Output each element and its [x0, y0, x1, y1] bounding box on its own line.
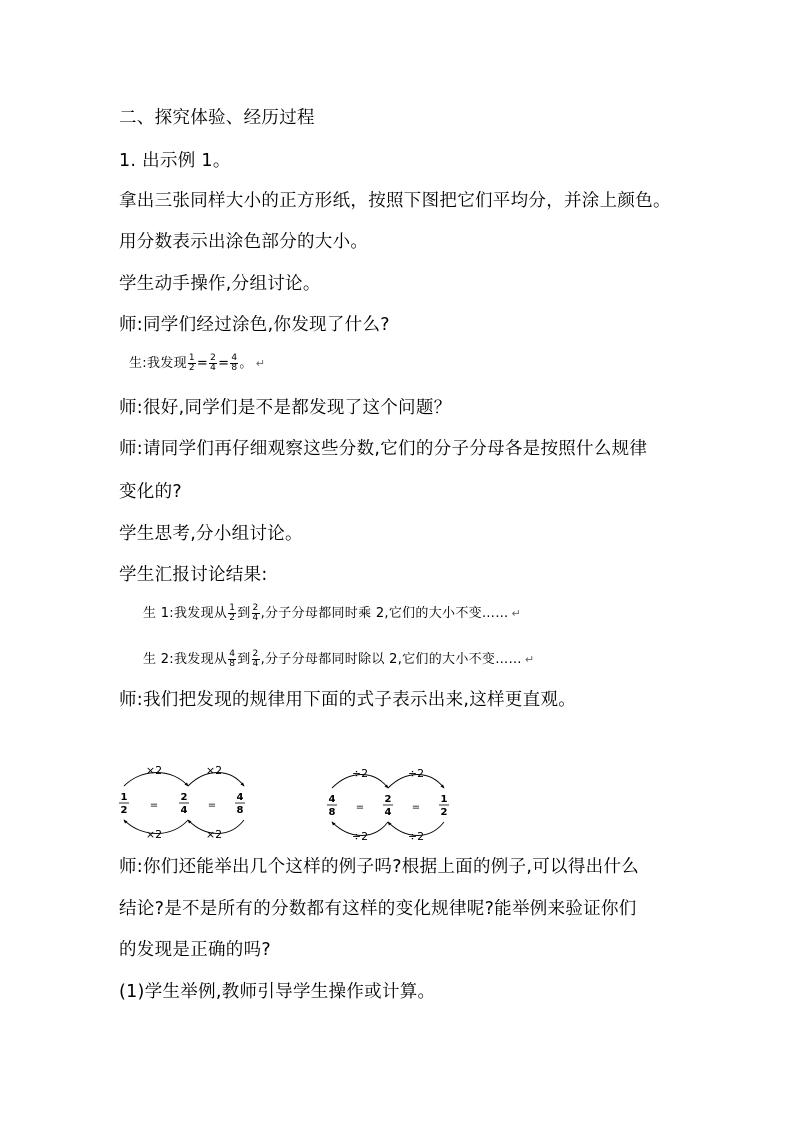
op-label-bottom-1: ÷2: [351, 830, 369, 843]
svg-text:1: 1: [120, 792, 128, 803]
paragraph-5: 师:很好,同学们是不是都发现了这个问题？: [119, 398, 452, 418]
fraction: $\frac{2}{4}$: [252, 603, 259, 623]
fraction: $\frac{1}{2}$: [229, 603, 236, 623]
svg-text:2: 2: [440, 807, 448, 818]
student-finding-prefix: 生:我发现: [129, 356, 187, 371]
return-mark-icon: ↵: [255, 357, 266, 370]
svg-text:=: =: [411, 802, 421, 813]
svg-text:1: 1: [440, 794, 448, 805]
svg-text:4: 4: [384, 807, 392, 818]
return-mark-icon: ↵: [511, 607, 522, 620]
svg-text:8: 8: [236, 805, 244, 816]
fraction: $\frac{2}{4}$: [252, 649, 259, 669]
paragraph-9: 师:我们把发现的规律用下面的式子表示出来,这样更直观。: [119, 690, 577, 710]
student-1-report: 生 1:我发现从 $\frac{1}{2}$ 到 $\frac{2}{4}$ ,分子分母都同时乘 2,它们的大小不变…… ↵: [143, 603, 522, 623]
multiply-diagram: [110, 758, 260, 844]
svg-text:8: 8: [328, 807, 336, 818]
svg-text:2: 2: [120, 805, 128, 816]
fraction: $\frac{4}{8}$: [229, 649, 236, 669]
op-label-bottom-2: ÷2: [407, 830, 425, 843]
paragraph-10b: 结论?是不是所有的分数都有这样的变化规律呢?能举例来验证你们: [119, 899, 637, 919]
op-label-bottom-1: ×2: [145, 828, 163, 841]
op-label-top-1: ÷2: [351, 767, 369, 780]
op-label-top-2: ÷2: [407, 767, 425, 780]
paragraph-4: 师:同学们经过涂色,你发现了什么?: [119, 315, 390, 335]
svg-text:=: =: [149, 800, 159, 811]
op-label-top-1: ×2: [145, 764, 163, 777]
fraction: $\frac{2}{4}$: [210, 353, 217, 373]
paragraph-2: 用分数表示出涂色部分的大小。: [119, 232, 369, 252]
op-label-bottom-2: ×2: [205, 828, 223, 841]
paragraph-7: 学生思考,分小组讨论。: [119, 524, 303, 544]
student-2-report: 生 2:我发现从 $\frac{4}{8}$ 到 $\frac{2}{4}$ ,分子分母都同时除以 2,它们的大小不变…… ↵: [143, 649, 535, 669]
svg-text:=: =: [355, 802, 365, 813]
svg-text:4: 4: [236, 792, 244, 803]
paragraph-10a: 师:你们还能举出几个这样的例子吗?根据上面的例子,可以得出什么: [119, 857, 640, 877]
step-1: 1. 出示例 1。: [119, 151, 231, 171]
divide-diagram: [318, 760, 468, 846]
return-mark-icon: ↵: [524, 653, 535, 666]
fraction: $\frac{4}{8}$: [231, 353, 238, 373]
svg-text:=: =: [207, 800, 217, 811]
section-heading: 二、探究体验、经历过程: [119, 108, 315, 128]
paragraph-6a: 师:请同学们再仔细观察这些分数,它们的分子分母各是按照什么规律: [119, 439, 648, 459]
svg-text:2: 2: [384, 794, 392, 805]
student-finding: 生:我发现 $\frac{1}{2}$ = $\frac{2}{4}$ = $\frac{4}{8}$ 。 ↵: [129, 353, 266, 373]
paragraph-8: 学生汇报讨论结果:: [119, 565, 268, 585]
paragraph-1: 拿出三张同样大小的正方形纸，按照下图把它们平均分，并涂上颜色。: [119, 191, 671, 211]
svg-text:4: 4: [180, 805, 188, 816]
paragraph-6b: 变化的?: [119, 482, 182, 502]
svg-text:4: 4: [328, 794, 336, 805]
paragraph-10c: 的发现是正确的吗?: [119, 940, 271, 960]
paragraph-11: (1)学生举例,教师引导学生操作或计算。: [119, 982, 436, 1002]
paragraph-3: 学生动手操作,分组讨论。: [119, 274, 321, 294]
svg-text:2: 2: [180, 792, 188, 803]
fraction: $\frac{1}{2}$: [188, 353, 195, 373]
op-label-top-2: ×2: [205, 764, 223, 777]
